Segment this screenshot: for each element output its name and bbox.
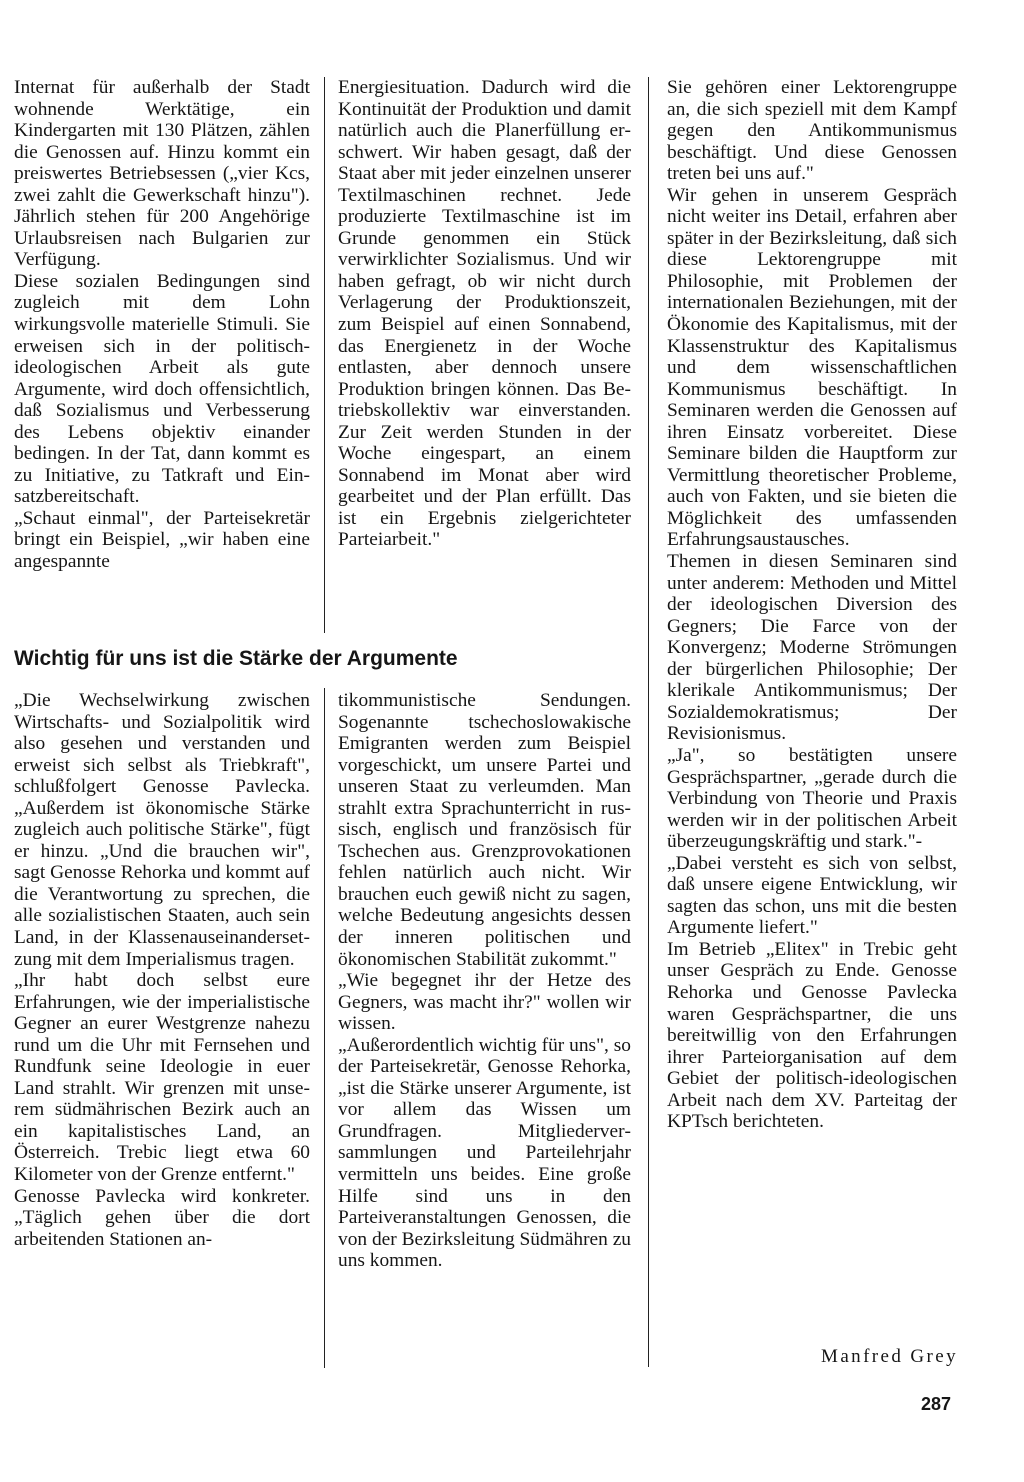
paragraph: „Ihr habt doch selbst eure Erfahrungen, wie der imperialistische Gegner an eurer Westgrenze nahezu rund um die Uhr mit Fernsehen und Rundfunk seine Ideologie in euer Land strahlt. Wir grenzen mit unserem südmährischen Bezirk auch an ein kapitalistisches Land, an Österreich. Trebic liegt etwa 60 Kilometer von der Grenze entfernt." bbox=[14, 970, 310, 1186]
paragraph: Themen in diesen Seminaren sind unter anderem: Methoden und Mittel der ideologischen Diversion des Gegners; Die Farce von der Konvergenz; Moderne Strömungen der bürgerlichen Philosophie; Der klerikale Antikommunismus; Der Sozialdemokratismus; Der Revisionismus. bbox=[667, 551, 957, 745]
paragraph: „Dabei versteht es sich von selbst, daß unsere eigene Entwicklung, wir sagten das schon, uns mit die besten Argumente liefert." bbox=[667, 852, 957, 939]
paragraph: „Wie begegnet ihr der Hetze des Gegners, was macht ihr?" wollen wir wissen. bbox=[338, 970, 631, 1035]
paragraph: „Schaut einmal", der Parteisekretär bringt ein Beispiel, „wir haben eine angespannte bbox=[14, 507, 310, 573]
paragraph: „Die Wechselwirkung zwischen Wirtschafts- und Sozialpolitik wird also gesehen und verstanden und erweist sich selbst als Triebkraft", schlußfolgert Genosse Pavlecka. „Außerdem ist ökonomische Stärke zugleich auch politische Stärke", fügt er hinzu. „Und die brauchen wir", sagt Genosse Rehorka und kommt auf die Verantwortung zu sprechen, die alle sozialistischen Staaten, auch sein Land, in der Klassenauseinandersetzung mit dem Imperialismus tragen. bbox=[14, 690, 310, 970]
column-rule bbox=[324, 688, 325, 1368]
section-column-2 bbox=[338, 690, 631, 1272]
paragraph: Im Betrieb „Elitex" in Trebic geht unser Gespräch zu Ende. Genosse Rehorka und Genosse Pavlecka waren Gesprächspartner, die uns bereitwillig von den Erfahrungen ihrer Parteiorganisation auf dem Gebiet der politisch-ideologischen Arbeit nach dem XV. Parteitag der KPTsch berichteten. bbox=[667, 938, 957, 1133]
section-column-1 bbox=[14, 690, 310, 1250]
page-number: 287 bbox=[921, 1394, 952, 1414]
paragraph: Diese sozialen Bedingungen sind zugleich mit dem Lohn wirkungsvolle materielle Stimuli. Sie erweisen sich in der politisch-ideologischen Arbeit als gute Argumente, wird doch offensichtlich, daß Sozialismus und Verbesserung des Lebens objektiv einander bedingen. In der Tat, dann kommt es zu Initiative, zu Tatkraft und Einsatzbereitschaft. bbox=[14, 270, 310, 508]
paragraph: Energiesituation. Dadurch wird die Kontinuität der Produktion und damit natürlich auch die Planerfüllung erschwert. Wir haben gesagt, daß der Staat aber mit jeder einzelnen unserer Textilmaschinen rechnet. Jede produzierte Textilmaschine ist im Grunde genommen ein Stück verwirklichter Sozialismus. Und wir haben gefragt, ob wir nicht durch Verlagerung der Produktionszeit, zum Beispiel auf einen Sonnabend, das Energienetz in der Woche entlasten, aber dennoch unsere Produktion bringen können. Das Betriebskollektiv war einverstanden. Zur Zeit werden Stunden in der Woche eingespart, an einem Sonnabend im Monat aber wird gearbeitet und der Plan erfüllt. Das ist ein Ergebnis zielgerichteter Parteiarbeit." bbox=[338, 77, 631, 551]
column-rule bbox=[324, 77, 325, 633]
paragraph: Internat für außerhalb der Stadt wohnende Werktätige, ein Kindergarten mit 130 Plätzen, zählen die Genossen auf. Hinzu kommt ein preiswertes Betriebsessen („vier Kcs, zwei zahlt die Gewerkschaft hinzu"). Jährlich stehen für 200 Angehörige Urlaubsreisen nach Bulgarien zur Verfügung. bbox=[14, 77, 310, 271]
author-byline: Manfred Grey bbox=[821, 1346, 958, 1367]
column-rule bbox=[648, 77, 649, 1367]
article-column-1 bbox=[14, 77, 310, 573]
paragraph: Genosse Pavlecka wird konkreter. „Täglich gehen über die dort arbeitenden Stationen an- bbox=[14, 1185, 310, 1250]
article-column-3 bbox=[667, 77, 957, 1133]
paragraph: tikommunistische Sendungen. Sogenannte tschechoslowakische Emigranten werden zum Beispiel vorgeschickt, um unsere Partei und unseren Staat zu verleumden. Man strahlt extra Sprachunterricht in russisch, englisch und französisch für Tschechen aus. Grenzprovokationen fehlen natürlich auch nicht. Wir brauchen euch gewiß nicht zu sagen, welche Bedeutung angesichts dessen der inneren politischen und ökonomischen Stabilität zukommt." bbox=[338, 690, 631, 970]
paragraph: Wir gehen in unserem Gespräch nicht weiter ins Detail, erfahren aber später in der Bezirksleitung, daß sich diese Lektorengruppe mit Philosophie, mit Problemen der internationalen Beziehungen, mit der Ökonomie des Kapitalismus, mit der Klassenstruktur des Kapitalismus und dem wissenschaftlichen Kommunismus beschäftigt. In Seminaren werden die Genossen auf ihren Einsatz vorbereitet. Diese Seminare bilden die Hauptform zur Vermittlung theoretischer Probleme, auch von Fakten, und sie bieten die Möglichkeit des umfassenden Erfahrungsaustausches. bbox=[667, 184, 957, 551]
paragraph: Sie gehören einer Lektorengruppe an, die sich speziell mit dem Kampf gegen den Antikommunismus beschäftigt. Und diese Genossen treten bei uns auf." bbox=[667, 77, 957, 185]
article-column-2 bbox=[338, 77, 631, 551]
section-heading: Wichtig für uns ist die Stärke der Argumente bbox=[14, 647, 458, 670]
paragraph: „Außerordentlich wichtig für uns", so der Parteisekretär, Genosse Rehorka, „ist die Stärke unserer Argumente, ist vor allem das Wissen um Grundfragen. Mitgliederversammlungen und Parteilehrjahr vermitteln uns beides. Eine große Hilfe sind uns in den Parteiveranstaltungen Genossen, die von der Bezirksleitung Südmähren zu uns kommen. bbox=[338, 1034, 631, 1272]
paragraph: „Ja", so bestätigten unsere Gesprächspartner, „gerade durch die Verbindung von Theorie und Praxis werden wir in der politischen Arbeit überzeugungskräftig und stark."- bbox=[667, 744, 957, 853]
